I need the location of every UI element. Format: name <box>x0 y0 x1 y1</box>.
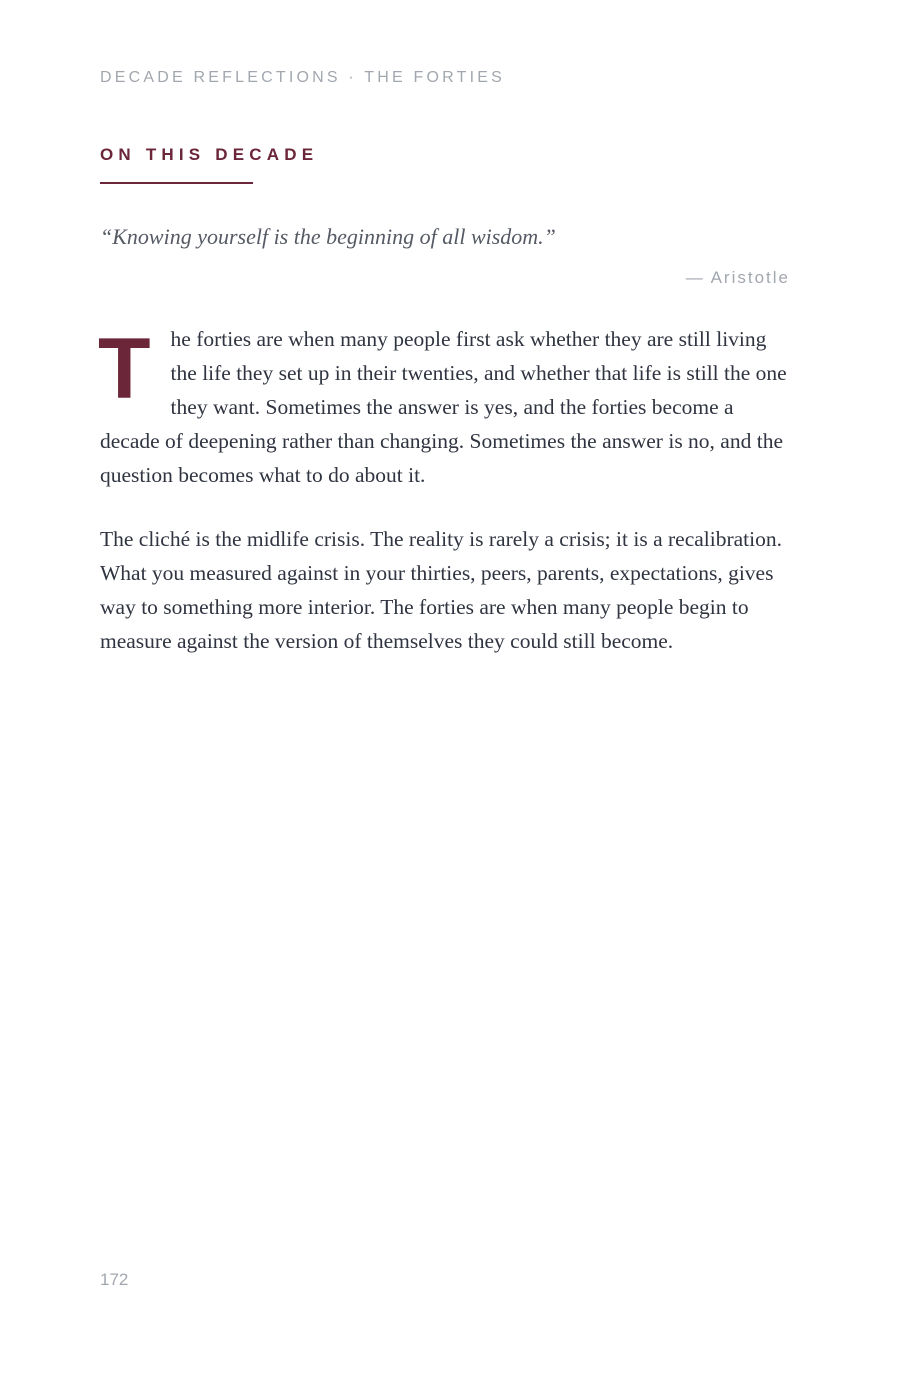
section-title-underline <box>100 182 253 184</box>
body-text <box>100 322 790 658</box>
paragraph-2: The cliché is the midlife crisis. The reality is rarely a crisis; it is a recalibration. What you measured against in your thirties, peers, parents, expectations, gives way to something more interior. The forties are when many people begin to measure against the version of themselves they could still become. <box>100 527 782 653</box>
section-title: ON THIS DECADE <box>100 145 319 164</box>
paragraph-1 <box>100 322 790 492</box>
page-number: 172 <box>100 1270 129 1289</box>
running-head: DECADE REFLECTIONS · THE FORTIES <box>100 69 505 86</box>
epigraph-quote: “Knowing yourself is the beginning of all wisdom.” <box>100 224 556 249</box>
paragraph-1-text: he forties are when many people first ask whether they are still living the life they set up in their twenties, and whether that life is still the one they want. Sometimes the answer is yes, and the forties become a decade of deepening rather than changing. Sometimes the answer is no, and the question becomes what to do about it. <box>100 327 787 487</box>
drop-cap: T <box>98 321 151 417</box>
epigraph-attribution: — Aristotle <box>685 268 790 287</box>
